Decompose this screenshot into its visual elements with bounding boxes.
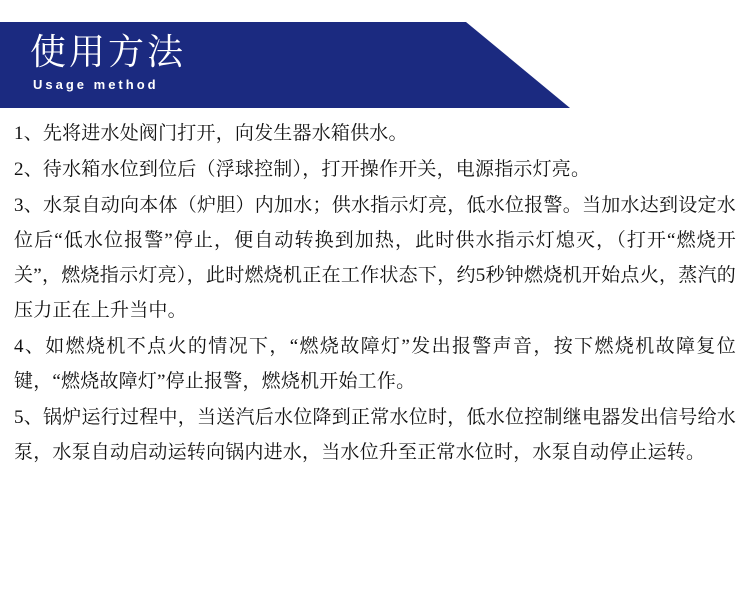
header-text-group <box>30 30 186 92</box>
page-subtitle: Usage method <box>33 77 159 92</box>
instructions-body <box>0 108 750 471</box>
instruction-step-1: 1、先将进水处阀门打开，向发生器水箱供水。 <box>14 123 408 144</box>
page-title: 使用方法 <box>30 31 187 72</box>
instruction-step-4: 4、如燃烧机不点火的情况下，“燃烧故障灯”发出报警声音，按下燃烧机故障复位键，“燃烧故障灯”停止报警，燃烧机开始工作。 <box>14 336 736 392</box>
page-header <box>0 0 750 108</box>
instruction-step-5: 5、锅炉运行过程中，当送汽后水位降到正常水位时，低水位控制继电器发出信号给水泵，水泵自动启动运转向锅内进水，当水位升至正常水位时，水泵自动停止运转。 <box>14 407 736 463</box>
instruction-step-2: 2、待水箱水位到位后（浮球控制），打开操作开关，电源指示灯亮。 <box>14 159 591 180</box>
instruction-step-3: 3、水泵自动向本体（炉胆）内加水；供水指示灯亮，低水位报警。当加水达到设定水位后“低水位报警”停止，便自动转换到加热，此时供水指示灯熄灭，（打开“燃烧开关”，燃烧指示灯亮），此时燃烧机正在工作状态下，约5秒钟燃烧机开始点火，蒸汽的压力正在上升当中。 <box>14 195 736 321</box>
